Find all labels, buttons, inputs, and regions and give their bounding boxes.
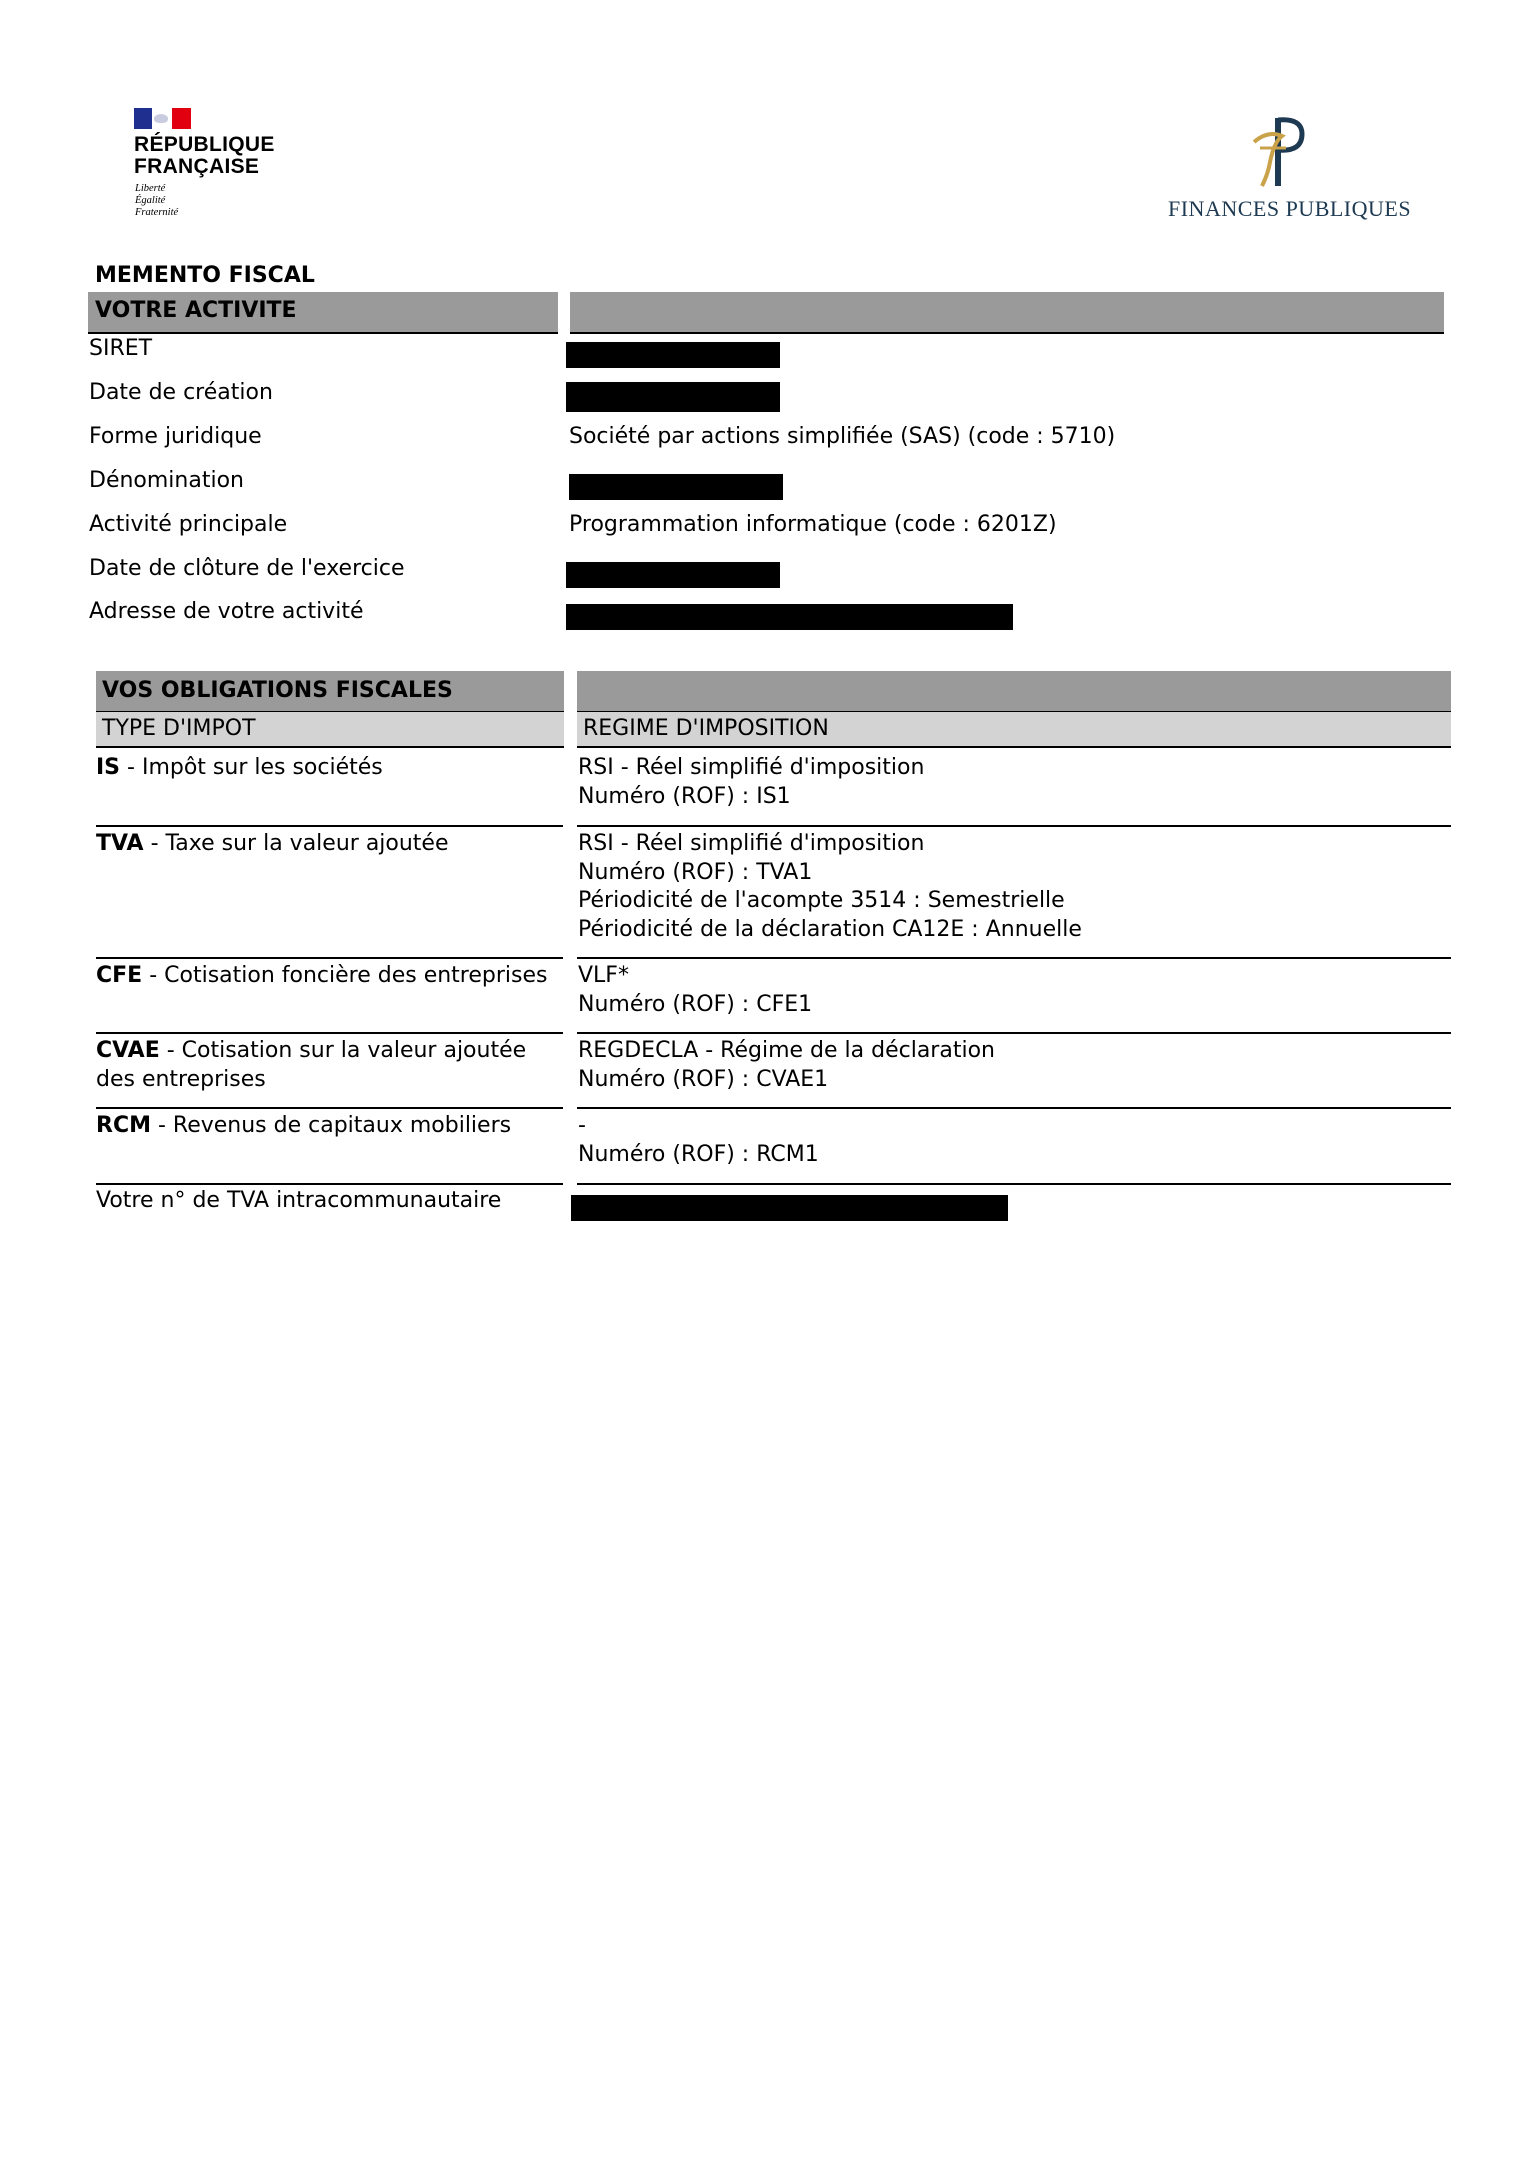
republique-line-1: RÉPUBLIQUE xyxy=(134,133,275,156)
regime-line: VLF* xyxy=(578,963,629,988)
regime-line: Numéro (ROF) : CFE1 xyxy=(578,991,813,1017)
republique-line-2: FRANÇAISE xyxy=(134,155,260,178)
row-divider xyxy=(96,825,1451,827)
regime-cell xyxy=(578,1037,1448,1094)
date-creation-label: Date de création xyxy=(89,380,273,405)
tva-intra-label: Votre n° de TVA intracommunautaire xyxy=(96,1188,502,1213)
obligations-heading: VOS OBLIGATIONS FISCALES xyxy=(102,678,453,703)
regime-line: REGDECLA - Régime de la déclaration xyxy=(578,1038,995,1063)
type-impot-cell xyxy=(96,1037,561,1094)
tax-code: CVAE xyxy=(96,1038,160,1063)
tax-code: RCM xyxy=(96,1113,151,1138)
forme-juridique-label: Forme juridique xyxy=(89,424,262,449)
finances-publiques-logo-icon xyxy=(1248,112,1310,192)
adresse-redacted xyxy=(566,604,1013,630)
regime-line: RSI - Réel simplifié d'imposition xyxy=(578,831,925,856)
date-cloture-label: Date de clôture de l'exercice xyxy=(89,556,405,581)
siret-label: SIRET xyxy=(89,336,153,361)
regime-column-header xyxy=(577,712,1451,748)
finances-publiques-logo-text: FINANCES PUBLIQUES xyxy=(1168,196,1412,221)
motto-egalite: Égalité xyxy=(135,195,166,206)
activite-principale-value: Programmation informatique (code : 6201Z) xyxy=(569,512,1057,537)
type-impot-cell xyxy=(96,1112,561,1141)
tax-label: - Cotisation foncière des entreprises xyxy=(142,963,548,988)
tax-label: - Revenus de capitaux mobiliers xyxy=(150,1113,512,1138)
regime-line: Périodicité de la déclaration CA12E : Annuelle xyxy=(578,916,1082,942)
denomination-label: Dénomination xyxy=(89,468,244,493)
regime-cell xyxy=(578,830,1448,944)
tax-label: - Taxe sur la valeur ajoutée xyxy=(143,831,449,856)
adresse-label: Adresse de votre activité xyxy=(89,599,364,624)
motto-fraternite: Fraternité xyxy=(135,207,179,218)
republique-motto xyxy=(135,183,178,219)
activite-principale-label: Activité principale xyxy=(89,512,288,537)
regime-heading: REGIME D'IMPOSITION xyxy=(583,716,829,741)
date-cloture-redacted xyxy=(566,562,780,588)
tax-code: IS xyxy=(96,755,121,780)
french-flag-logo xyxy=(134,108,191,129)
denomination-redacted xyxy=(569,474,783,500)
type-impot-cell xyxy=(96,754,561,783)
forme-juridique-value: Société par actions simplifiée (SAS) (code : 5710) xyxy=(569,424,1116,449)
regime-line: Numéro (ROF) : IS1 xyxy=(578,783,791,809)
motto-liberte: Liberté xyxy=(135,183,166,194)
regime-cell xyxy=(578,962,1448,1019)
row-divider xyxy=(96,1032,1451,1034)
type-impot-cell xyxy=(96,962,561,991)
regime-line: Périodicité de l'acompte 3514 : Semestrielle xyxy=(578,888,1065,913)
regime-line: Numéro (ROF) : TVA1 xyxy=(578,859,813,885)
type-impot-column-header xyxy=(96,712,564,748)
republique-francaise-logo-text xyxy=(134,134,275,178)
regime-line: Numéro (ROF) : CVAE1 xyxy=(578,1066,829,1092)
row-divider xyxy=(96,1107,1451,1109)
tva-intra-redacted xyxy=(571,1195,1008,1221)
tax-label: - Impôt sur les sociétés xyxy=(120,755,383,780)
regime-cell xyxy=(578,754,1448,811)
tax-code: CFE xyxy=(96,963,143,988)
tax-code: TVA xyxy=(96,831,144,856)
tax-label: - Cotisation sur la valeur ajoutée des entreprises xyxy=(96,1038,527,1092)
row-divider xyxy=(96,1183,1451,1185)
activite-section-header-right xyxy=(570,292,1444,334)
regime-line: Numéro (ROF) : RCM1 xyxy=(578,1141,819,1167)
row-divider xyxy=(96,957,1451,959)
type-impot-heading: TYPE D'IMPOT xyxy=(102,716,256,741)
activite-heading: VOTRE ACTIVITE xyxy=(95,298,297,323)
type-impot-cell xyxy=(96,830,561,859)
siret-redacted xyxy=(566,342,780,368)
date-creation-redacted xyxy=(566,382,780,412)
regime-line: - xyxy=(578,1113,586,1138)
document-title: MEMENTO FISCAL xyxy=(95,263,315,288)
regime-line: RSI - Réel simplifié d'imposition xyxy=(578,755,925,780)
obligations-section-header xyxy=(96,671,564,713)
regime-cell xyxy=(578,1112,1448,1169)
obligations-section-header-right xyxy=(577,671,1451,713)
activite-section-header xyxy=(88,292,558,334)
